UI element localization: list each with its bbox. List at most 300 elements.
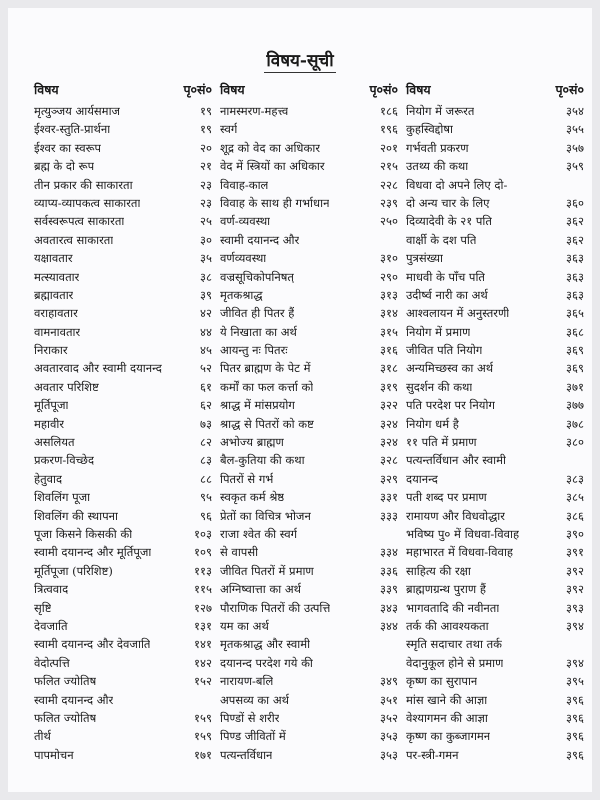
contents-entry	[34, 654, 212, 672]
entry-page-number: ३९६	[566, 729, 584, 744]
entry-topic: उदीर्ष्व नारी का अर्थ	[406, 287, 488, 302]
contents-entry	[34, 212, 212, 230]
entry-page-number: १८६	[380, 104, 398, 118]
contents-entry	[220, 120, 398, 138]
contents-entry	[406, 194, 584, 212]
entry-topic: पिण्डों से शरीर	[220, 710, 280, 725]
entry-topic: फलित ज्योतिष	[34, 674, 97, 689]
contents-entry	[406, 635, 584, 653]
entry-topic: स्वामी दयानन्द और	[34, 692, 114, 707]
contents-entry	[406, 176, 584, 194]
contents-entry	[406, 709, 584, 727]
entry-topic: वेदोत्पत्ति	[34, 655, 70, 670]
page-header: पृ०सं०	[555, 82, 584, 97]
entry-topic: शिवलिंग की स्थापना	[34, 508, 119, 523]
entry-topic: महाभारत में विधवा-विवाह	[406, 545, 514, 560]
entry-topic: वामनावतार	[34, 324, 81, 339]
entry-page-number: ३९४	[566, 618, 584, 633]
contents-entry	[34, 746, 212, 764]
entry-page-number: ३९२	[566, 563, 584, 578]
contents-entry	[220, 525, 398, 543]
contents-entry	[34, 580, 212, 598]
entry-topic: प्रेतों का विचित्र भोजन	[220, 508, 311, 523]
entry-page-number: १४१	[194, 637, 212, 652]
contents-entry	[220, 507, 398, 525]
entry-page-number: २३	[200, 195, 212, 210]
contents-entry	[220, 470, 398, 488]
entry-page-number: ३६२	[566, 214, 584, 229]
entry-page-number: ८८	[200, 471, 212, 486]
entry-page-number: ३९६	[566, 692, 584, 707]
contents-entry	[406, 507, 584, 525]
entry-topic: पती शब्द पर प्रमाण	[406, 490, 487, 505]
entry-topic: अवतारवाद और स्वामी दयानन्द	[34, 361, 162, 376]
entry-topic: स्वामी दयानन्द और मूर्तिपूजा	[34, 545, 152, 560]
entry-topic: स्वर्ग	[220, 122, 238, 137]
entry-page-number: ३९२	[566, 582, 584, 597]
entry-page-number: ३२८	[380, 453, 398, 468]
entry-topic: दिव्यादेवी के २१ पति	[406, 214, 492, 229]
entry-page-number: ३६५	[566, 306, 584, 321]
contents-entry	[406, 286, 584, 304]
entry-page-number: ११३	[194, 563, 212, 578]
contents-table	[30, 80, 590, 764]
entry-page-number: ३८	[200, 269, 212, 284]
entry-topic: सर्वस्वरूपत्व साकारता	[34, 214, 125, 229]
entry-page-number: ३६०	[566, 195, 584, 210]
column-header	[220, 80, 398, 100]
entry-page-number: १७१	[194, 747, 212, 762]
entry-topic: पितर ब्राह्मण के पेट में	[220, 361, 311, 376]
contents-entry	[220, 176, 398, 194]
entry-topic: पिण्ड जीवितों में	[220, 729, 286, 744]
contents-entry	[406, 433, 584, 451]
entry-page-number: ११५	[194, 582, 212, 597]
entry-topic: राजा श्वेत की स्वर्ग	[220, 526, 298, 541]
contents-entry	[406, 323, 584, 341]
entry-page-number: ३५५	[566, 122, 584, 137]
entry-page-number	[395, 654, 398, 672]
entry-topic: वराहावतार	[34, 306, 78, 321]
contents-entry	[34, 562, 212, 580]
entry-topic: नियोग में जरूरत	[406, 104, 475, 118]
contents-entry	[220, 359, 398, 377]
entry-page-number: २०	[200, 140, 212, 155]
contents-entry	[406, 378, 584, 396]
entry-page-number: ३३९	[380, 582, 398, 597]
entry-topic: असलियत	[34, 435, 75, 450]
contents-entry	[406, 102, 584, 120]
entry-page-number: ९६	[200, 508, 212, 523]
entry-page-number: १५९	[194, 729, 212, 744]
entry-page-number: ३१६	[380, 343, 398, 358]
entry-topic: आयन्तु नः पितरः	[220, 343, 288, 358]
contents-entry	[220, 727, 398, 745]
entry-page-number: ३२४	[380, 435, 398, 450]
entry-page-number: ३५२	[380, 710, 398, 725]
entry-topic: स्वामी दयानन्द और देवजाति	[34, 637, 151, 652]
entry-topic: वेश्यागमन की आज्ञा	[406, 710, 488, 725]
contents-entry	[220, 599, 398, 617]
contents-entry	[406, 415, 584, 433]
entry-topic: से वापसी	[220, 545, 259, 560]
entry-topic: कुहस्विद्दोषा	[406, 122, 453, 137]
contents-entry	[34, 617, 212, 635]
entry-topic: उतथ्य की कथा	[406, 159, 469, 174]
contents-entry	[406, 231, 584, 249]
contents-entry	[406, 727, 584, 745]
contents-entry	[34, 378, 212, 396]
topic-header: विषय	[220, 82, 245, 97]
entry-page-number: ३८३	[566, 471, 584, 486]
contents-entry	[220, 543, 398, 561]
contents-entry	[34, 102, 212, 120]
entry-topic: श्राद्ध में मांसप्रयोग	[220, 398, 295, 413]
contents-entry	[220, 341, 398, 359]
entry-page-number	[581, 451, 584, 469]
entry-page-number: ३६८	[566, 324, 584, 339]
entry-topic: पापमोचन	[34, 747, 74, 762]
entry-topic: नारायण-बलि	[220, 674, 274, 689]
contents-column-3	[402, 80, 588, 764]
contents-entry	[406, 157, 584, 175]
page-title	[8, 48, 592, 71]
entry-page-number: ४४	[200, 324, 212, 339]
entry-topic: पुत्रसंख्या	[406, 251, 444, 266]
contents-entry	[220, 746, 398, 764]
entry-page-number: ३३६	[380, 563, 398, 578]
entry-page-number	[581, 635, 584, 653]
contents-entry	[34, 194, 212, 212]
entry-topic: ईश्वर-स्तुति-प्रार्थना	[34, 122, 111, 137]
entry-topic: नियोग में प्रमाण	[406, 324, 471, 339]
entry-page-number: ६१	[200, 379, 212, 394]
contents-entry	[34, 451, 212, 469]
entry-topic: तर्क की आवश्यकता	[406, 618, 489, 633]
entry-page-number: २५०	[380, 214, 398, 229]
entry-topic: स्वकृत कर्म श्रेष्ठ	[220, 490, 285, 505]
contents-entry	[34, 341, 212, 359]
entry-page-number: २९०	[380, 269, 398, 284]
entry-topic: स्वामी दयानन्द और	[220, 232, 300, 247]
entry-topic: देवजाति	[34, 618, 68, 633]
entry-topic: मृतकश्राद्ध	[220, 287, 263, 302]
entry-page-number	[581, 176, 584, 194]
contents-entry	[220, 139, 398, 157]
entry-topic: व्याप्य-व्यापकत्व साकारता	[34, 195, 141, 210]
entry-topic: दो अन्य चार के लिए	[406, 195, 490, 210]
entry-topic: ब्रह्मावतार	[34, 287, 74, 302]
entry-topic: पत्यन्तर्विधान	[220, 747, 273, 762]
entry-page-number: ३६९	[566, 343, 584, 358]
entry-page-number: ३८०	[566, 435, 584, 450]
entry-page-number: ३५७	[566, 140, 584, 155]
entry-topic: पौराणिक पितरों की उत्पत्ति	[220, 600, 331, 615]
entry-page-number: २३९	[380, 195, 398, 210]
contents-entry	[406, 451, 584, 469]
contents-entry	[34, 268, 212, 286]
contents-entry	[34, 359, 212, 377]
contents-entry	[406, 304, 584, 322]
contents-entry	[34, 396, 212, 414]
entry-page-number: २३	[200, 177, 212, 192]
entry-topic: तीर्थ	[34, 729, 51, 744]
contents-entry	[34, 157, 212, 175]
document-page	[8, 8, 592, 792]
contents-entry	[406, 268, 584, 286]
contents-column-2	[216, 80, 402, 764]
page-header: पृ०सं०	[369, 82, 398, 97]
contents-entry	[406, 617, 584, 635]
entry-page-number: २२८	[380, 177, 398, 192]
entry-page-number: १०९	[194, 545, 212, 560]
entry-topic: मूर्तिपूजा	[34, 398, 69, 413]
entry-topic: नामस्मरण-महत्त्व	[220, 104, 289, 118]
page-header: पृ०सं०	[183, 82, 212, 97]
entry-page-number: ३२४	[380, 416, 398, 431]
entry-page-number	[395, 635, 398, 653]
entry-page-number: १९६	[380, 122, 398, 137]
contents-entry	[34, 415, 212, 433]
contents-entry	[220, 635, 398, 653]
contents-entry	[406, 139, 584, 157]
entry-page-number: १४२	[194, 655, 212, 670]
entry-topic: शिवलिंग पूजा	[34, 490, 91, 505]
entry-topic: आश्वलायन में अनुस्तरणी	[406, 306, 510, 321]
entry-topic: वार्क्षी के दश पति	[406, 232, 477, 247]
entry-page-number: ८३	[200, 453, 212, 468]
entry-page-number: ३२२	[380, 398, 398, 413]
entry-page-number: ८२	[200, 435, 212, 450]
contents-entry	[220, 249, 398, 267]
entry-topic: विवाह-काल	[220, 177, 269, 192]
contents-entry	[406, 599, 584, 617]
entry-page-number: ३९६	[566, 710, 584, 725]
entry-topic: रामायण और विधवोद्धार	[406, 508, 505, 523]
contents-entry	[406, 249, 584, 267]
entry-topic: दयानन्द	[406, 471, 438, 486]
contents-entry	[34, 507, 212, 525]
entry-page-number: ४२	[200, 306, 212, 321]
contents-entry	[220, 304, 398, 322]
entry-topic: फलित ज्योतिष	[34, 710, 97, 725]
entry-topic: साहित्य की रक्षा	[406, 563, 471, 578]
entry-page-number: ३२९	[380, 471, 398, 486]
contents-entry	[220, 672, 398, 690]
entry-topic: सुदर्शन की कथा	[406, 379, 473, 394]
entry-page-number: ३८५	[566, 490, 584, 505]
entry-page-number: ३९	[200, 287, 212, 302]
contents-entry	[34, 599, 212, 617]
contents-entry	[220, 691, 398, 709]
column-header	[406, 80, 584, 100]
contents-entry	[34, 176, 212, 194]
entry-topic: पूजा किसने किसकी की	[34, 526, 133, 541]
entry-page-number: ३५१	[380, 692, 398, 707]
entry-topic: कृष्ण का सुरापान	[406, 674, 478, 689]
contents-entry	[34, 120, 212, 138]
contents-entry	[34, 139, 212, 157]
contents-entry	[220, 378, 398, 396]
entry-topic: गर्भवती प्रकरण	[406, 140, 469, 155]
entry-topic: वेद में स्त्रियों का अधिकार	[220, 159, 325, 174]
entry-page-number: ३१८	[380, 361, 398, 376]
contents-entry	[220, 157, 398, 175]
entry-topic: जीवित ही पितर हैं	[220, 306, 295, 321]
contents-entry	[220, 286, 398, 304]
topic-header: विषय	[34, 82, 59, 97]
contents-entry	[34, 249, 212, 267]
contents-entry	[220, 212, 398, 230]
entry-topic: वर्णव्यवस्था	[220, 251, 267, 266]
entry-topic: अन्यमिच्छस्व का अर्थ	[406, 361, 494, 376]
entry-topic: मृतकश्राद्ध और स्वामी	[220, 637, 311, 652]
entry-page-number: २१५	[380, 159, 398, 174]
contents-entry	[406, 359, 584, 377]
contents-entry	[220, 580, 398, 598]
entry-page-number: ३७७	[566, 398, 584, 413]
entry-topic: मूर्तिपूजा (परिशिष्ट)	[34, 563, 113, 578]
entry-topic: निराकार	[34, 343, 68, 358]
entry-topic: विवाह के साथ ही गर्भाधान	[220, 195, 330, 210]
contents-entry	[34, 433, 212, 451]
contents-entry	[34, 231, 212, 249]
entry-page-number: ३४९	[380, 674, 398, 689]
contents-entry	[406, 654, 584, 672]
contents-entry	[34, 727, 212, 745]
contents-entry	[220, 323, 398, 341]
entry-page-number: ३५३	[380, 729, 398, 744]
entry-page-number: ३९५	[566, 674, 584, 689]
entry-topic: मत्स्यावतार	[34, 269, 80, 284]
entry-page-number: ३९०	[566, 526, 584, 541]
entry-page-number: १५९	[194, 710, 212, 725]
entry-topic: बैल-कुतिया की कथा	[220, 453, 305, 468]
entry-page-number: ३१५	[380, 324, 398, 339]
contents-entry	[406, 212, 584, 230]
entry-topic: त्रित्ववाद	[34, 582, 69, 597]
contents-entry	[406, 543, 584, 561]
entry-page-number: ३६३	[566, 269, 584, 284]
entry-topic: मृत्युञ्जय आर्यसमाज	[34, 104, 121, 118]
contents-entry	[34, 488, 212, 506]
contents-entry	[34, 304, 212, 322]
contents-entry	[406, 525, 584, 543]
entry-page-number: ३५	[200, 251, 212, 266]
entry-topic: जीवित पितरों में प्रमाण	[220, 563, 314, 578]
entry-topic: ब्राह्मणग्रन्थ पुराण हैं	[406, 582, 486, 597]
entry-topic: श्राद्ध से पितरों को कष्ट	[220, 416, 314, 431]
entry-topic: प्रकरण-विच्छेद	[34, 453, 95, 468]
entry-topic: तीन प्रकार की साकारता	[34, 177, 133, 192]
entry-page-number: ३६३	[566, 287, 584, 302]
entry-topic: वर्ण-व्यवस्था	[220, 214, 271, 229]
entry-page-number: ६२	[200, 398, 212, 413]
contents-entry	[34, 525, 212, 543]
entry-topic: दयानन्द परदेश गये की	[220, 655, 313, 670]
entry-page-number	[395, 231, 398, 249]
contents-entry	[406, 120, 584, 138]
entry-page-number: ३३१	[380, 490, 398, 505]
contents-entry	[220, 562, 398, 580]
entry-topic: अवतारत्व साकारता	[34, 232, 114, 247]
entry-page-number	[395, 525, 398, 543]
entry-page-number: २१	[200, 159, 212, 174]
contents-entry	[34, 543, 212, 561]
entry-topic: शूद्र को वेद का अधिकार	[220, 140, 321, 155]
entry-topic: अग्निष्वात्ता का अर्थ	[220, 582, 301, 597]
entry-topic: हेतुवाद	[34, 471, 63, 486]
entry-topic: वज्रसूचिकोपनिषत्	[220, 269, 294, 284]
entry-page-number: २५	[200, 214, 212, 229]
entry-page-number: ३३३	[380, 508, 398, 523]
entry-page-number: १०३	[194, 526, 212, 541]
entry-page-number: ३५३	[380, 747, 398, 762]
entry-page-number: ३९४	[566, 655, 584, 670]
entry-topic: पर-स्त्री-गमन	[406, 747, 459, 762]
entry-page-number: ९५	[200, 490, 212, 505]
entry-page-number	[209, 691, 212, 709]
entry-page-number: ३१९	[380, 379, 398, 394]
contents-entry	[220, 194, 398, 212]
entry-page-number: १९	[200, 122, 212, 137]
entry-page-number: १२७	[194, 600, 212, 615]
contents-entry	[34, 691, 212, 709]
contents-entry	[220, 488, 398, 506]
entry-topic: ११ पति में प्रमाण	[406, 435, 477, 450]
contents-entry	[34, 635, 212, 653]
contents-entry	[406, 672, 584, 690]
entry-page-number: ३३४	[380, 545, 398, 560]
contents-entry	[220, 396, 398, 414]
entry-topic: स्मृति सदाचार तथा तर्क	[406, 637, 502, 652]
entry-page-number: ३७१	[566, 379, 584, 394]
contents-entry	[220, 709, 398, 727]
contents-entry	[220, 102, 398, 120]
entry-page-number: ३६९	[566, 361, 584, 376]
column-header	[34, 80, 212, 100]
entry-page-number: ३६२	[566, 232, 584, 247]
entry-topic: महावीर	[34, 416, 65, 431]
contents-entry	[34, 470, 212, 488]
entry-topic: अभोज्य ब्राह्मण	[220, 435, 284, 450]
entry-topic: ये निखाता का अर्थ	[220, 324, 297, 339]
entry-page-number: ४५	[200, 343, 212, 358]
entry-page-number: ३१०	[380, 251, 398, 266]
contents-entry	[220, 415, 398, 433]
entry-page-number: ३९१	[566, 545, 584, 560]
entry-topic: पति परदेश पर नियोग	[406, 398, 495, 413]
entry-topic: यम का अर्थ	[220, 618, 269, 633]
entry-topic: जीवित पति नियोग	[406, 343, 483, 358]
entry-topic: वेदानुकूल होने से प्रमाण	[406, 655, 504, 670]
entry-page-number: १९	[200, 104, 212, 118]
entry-topic: पितरों से गर्भ	[220, 471, 274, 486]
contents-entry	[220, 451, 398, 469]
entry-topic: ब्रह्म के दो रूप	[34, 159, 95, 174]
contents-entry	[220, 654, 398, 672]
entry-topic: अवतार परिशिष्ट	[34, 379, 99, 394]
entry-page-number: ३१४	[380, 306, 398, 321]
contents-entry	[406, 396, 584, 414]
entry-page-number: ३८६	[566, 508, 584, 523]
contents-entry	[406, 470, 584, 488]
topic-header: विषय	[406, 82, 431, 97]
entry-topic: ईश्वर का स्वरूप	[34, 140, 102, 155]
entry-page-number: १५२	[194, 674, 212, 689]
contents-entry	[406, 580, 584, 598]
title-text: विषय-सूची	[266, 51, 334, 71]
